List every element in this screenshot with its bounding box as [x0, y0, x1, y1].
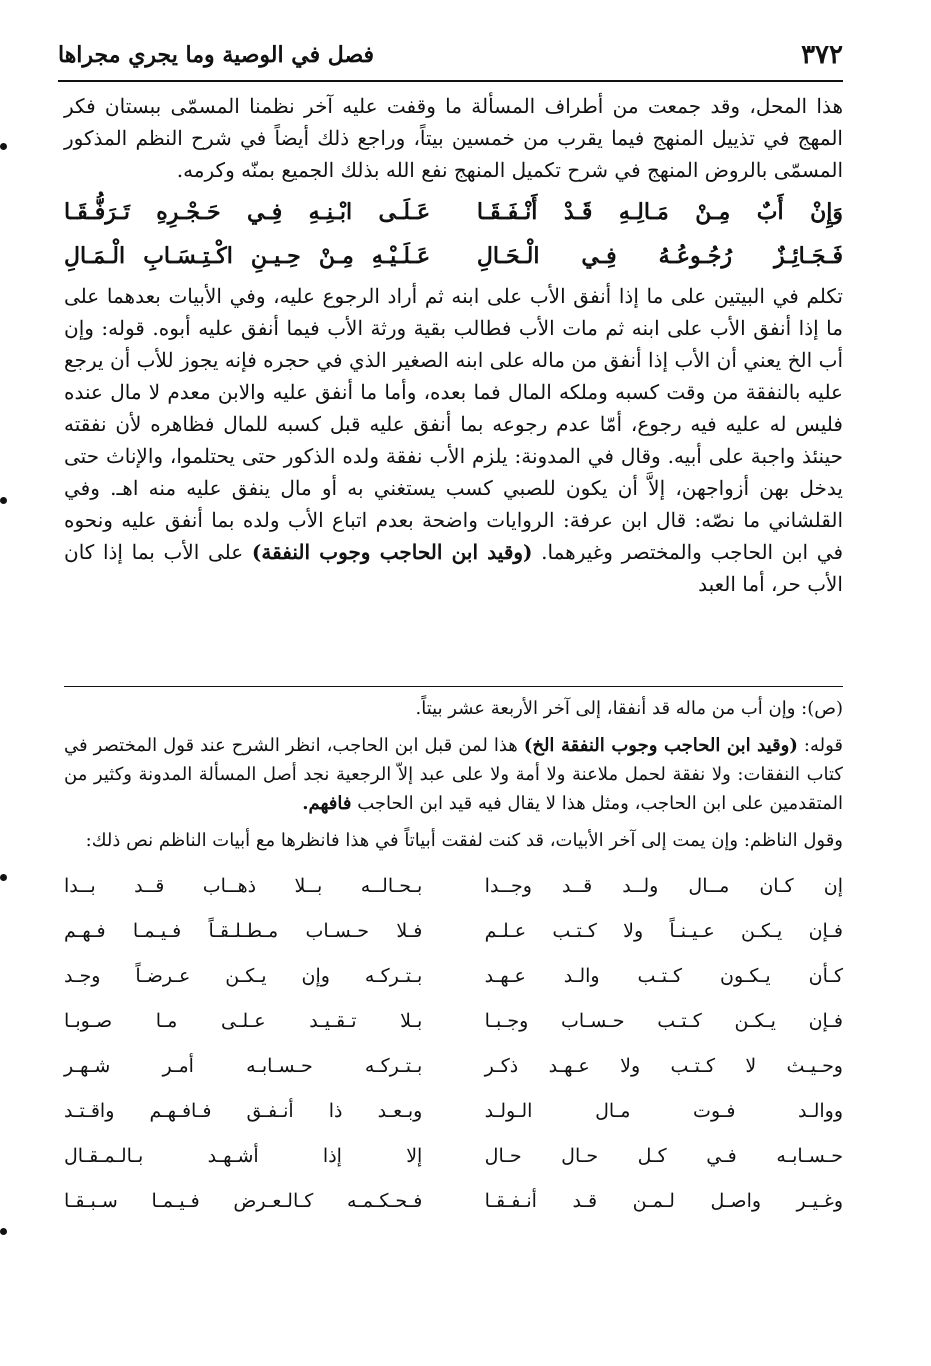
verse-left: بـتـركـه وإن يـكـن عـرضـاً وجـد	[64, 964, 423, 987]
poem-hemistich-left: عَـلَـيْـهِ مِـنْ حِـيـنِ اكْـتِـسَـابِ الْـمَـالِ	[64, 243, 431, 269]
verse-left: بـلا تـقـيـد عـلـى مـا صـوبـا	[64, 1009, 423, 1032]
verse-line	[64, 908, 843, 953]
verse-left: فـلا حـسـاب مـطـلـقـاً فـيـمـا فـهـم	[64, 919, 423, 942]
main-text	[64, 90, 843, 600]
verse-right: فـإن يـكـن عـيـنـاً ولا كـتـب عـلـم	[484, 919, 843, 942]
footnote-2-text: هذا لمن قبل ابن الحاجب، انظر الشرح عند قول المختصر في كتاب النفقات: ولا نفقة لحمل ملاعنة ولا أمة ولا على عبد إلاّ الرجعية نجد أصل المسألة المدونة وكثير من المتقدمين على ابن الحاجب، ومثل هذا لا يقال فيه قيد ابن الحاجب	[64, 735, 843, 814]
poem-line	[64, 190, 843, 234]
footnotes	[64, 694, 843, 1223]
commentary-bold-phrase: (وقيد ابن الحاجب وجوب النفقة)	[251, 540, 533, 564]
footnote-1: (ص): وإن أب من ماله قد أنفقا، إلى آخر الأربعة عشر بيتاً.	[415, 698, 843, 719]
verse-right: حـسـابـه فـي كـل حـال حـال	[484, 1144, 843, 1167]
verse-line	[64, 998, 843, 1043]
verse-line	[64, 953, 843, 998]
verse-line	[64, 1088, 843, 1133]
margin-dot-mark	[0, 143, 7, 150]
verse-line	[64, 863, 843, 908]
intro-paragraph: هذا المحل، وقد جمعت من أطراف المسألة ما وقفت عليه آخر نظمنا المسمّى ببستان فكر المهج في تذييل المنهج فيما يقرب من خمسين بيتاً، وراجع ذلك أيضاً في شرح النظم المذكور المسمّى بالروض المنهج في شرح تكميل المنهج نفع الله بذلك الجميع بمنّه وكرمه.	[64, 94, 843, 182]
footnote-2	[64, 731, 843, 818]
verse-right: كـأن يـكـون كـتـب والـد عـهـد	[484, 964, 843, 987]
verse-right: وحـيـث لا كـتـب ولا عـهـد ذكـر	[484, 1054, 843, 1077]
poem-couplets	[64, 190, 843, 278]
author-verses	[64, 863, 843, 1223]
footnote-2-lead: قوله:	[803, 735, 844, 756]
verse-line	[64, 1133, 843, 1178]
margin-dot-mark	[0, 497, 7, 504]
verse-left: بـحـالــه بــلا ذهــاب قــد بــدا	[64, 874, 423, 897]
verse-left: وبـعـد ذا أنـفـق فـافـهـم واقـتـد	[64, 1099, 423, 1122]
verse-left: فـحـكـمـه كـالـعـرض فـيـمـا سـبـقـا	[64, 1189, 423, 1212]
page-number: ٣٧٢	[801, 40, 843, 70]
footnote-divider	[64, 686, 843, 687]
page-header	[58, 30, 843, 82]
verse-left: بـتـركـه حـسـابـه أمـر شـهـر	[64, 1054, 423, 1077]
footnote-3: وقول الناظم: وإن يمت إلى آخر الأبيات، قد كنت لفقت أبياتاً في هذا فانظرها مع أبيات الناظم نص ذلك:	[85, 830, 843, 851]
margin-dot-mark	[0, 874, 7, 881]
poem-hemistich-right: وَإِنْ أَبٌ مِـنْ مَـالِـهِ قَـدْ أَنْـفَـقَـا	[476, 199, 843, 225]
commentary-paragraph	[64, 280, 843, 600]
commentary-text-end: على الأب بما إذا كان الأب حر، أما العبد	[64, 540, 843, 596]
poem-hemistich-left: عَـلَـى ابْـنِـهِ فِـي حَـجْـرِهِ تَـرَفُّـقَـا	[64, 199, 431, 225]
footnote-2-bold: (وقيد ابن الحاجب وجوب النفقة الخ)	[523, 735, 798, 756]
verse-right: فـإن يـكـن كـتـب حـسـاب وجـبـا	[484, 1009, 843, 1032]
margin-dot-mark	[0, 1228, 7, 1235]
footnote-2-end: فافهم.	[302, 793, 352, 814]
commentary-text: تكلم في البيتين على ما إذا أنفق الأب على ابنه ثم أراد الرجوع عليه، وفي الأبيات بعدهما على ما إذا أنفق الأب على ابنه ثم مات الأب فطالب بقية ورثة الأب فيما أنفق عليه أبوه. قوله: وإن أب الخ يعني أن الأب إذا أنفق من ماله على ابنه الصغير الذي في حجره فإنه يجوز للأب أن يرجع عليه بالنفقة من وقت كسبه وملكه المال فما بعده، وأما ما أنفق عليه والابن معدم لا مال عنده فليس له عليه فيه رجوع، أمّا عدم رجوعه بما أنفق عليه قبل كسبه للمال فظاهره لأن نفقته حينئذ واجبة على أبيه. وقال في المدونة: يلزم الأب نفقة ولده الذكور حتى يحتلموا، والإناث حتى يدخل بهن أزواجهن، إلاَّ أن يكون للصبي كسب يستغني به أو مال ينفق عليه منه اهـ. وفي القلشاني ما نصّه: قال ابن عرفة: الروايات واضحة بعدم اتباع الأب ولده بما أنفق عليه ونحوه في ابن الحاجب والمختصر وغيرهما.	[64, 284, 844, 564]
running-title: فصل في الوصية وما يجري مجراها	[58, 42, 375, 68]
poem-hemistich-right: فَـجَـائِـزٌ رُجُـوعُـهُ فِـي الْـحَـالِ	[476, 243, 843, 269]
verse-right: وغـيـر واصـل لـمـن قـد أنـفـقـا	[484, 1189, 843, 1212]
verse-line	[64, 1178, 843, 1223]
verse-line	[64, 1043, 843, 1088]
verse-right: إن كـان مــال ولــد قــد وجــدا	[484, 874, 843, 897]
verse-right: ووالـد فـوت مـال الـولـد	[484, 1099, 843, 1122]
poem-line	[64, 234, 843, 278]
verse-left: إلا إذا أشـهـد بـالـمـقـال	[64, 1144, 423, 1167]
